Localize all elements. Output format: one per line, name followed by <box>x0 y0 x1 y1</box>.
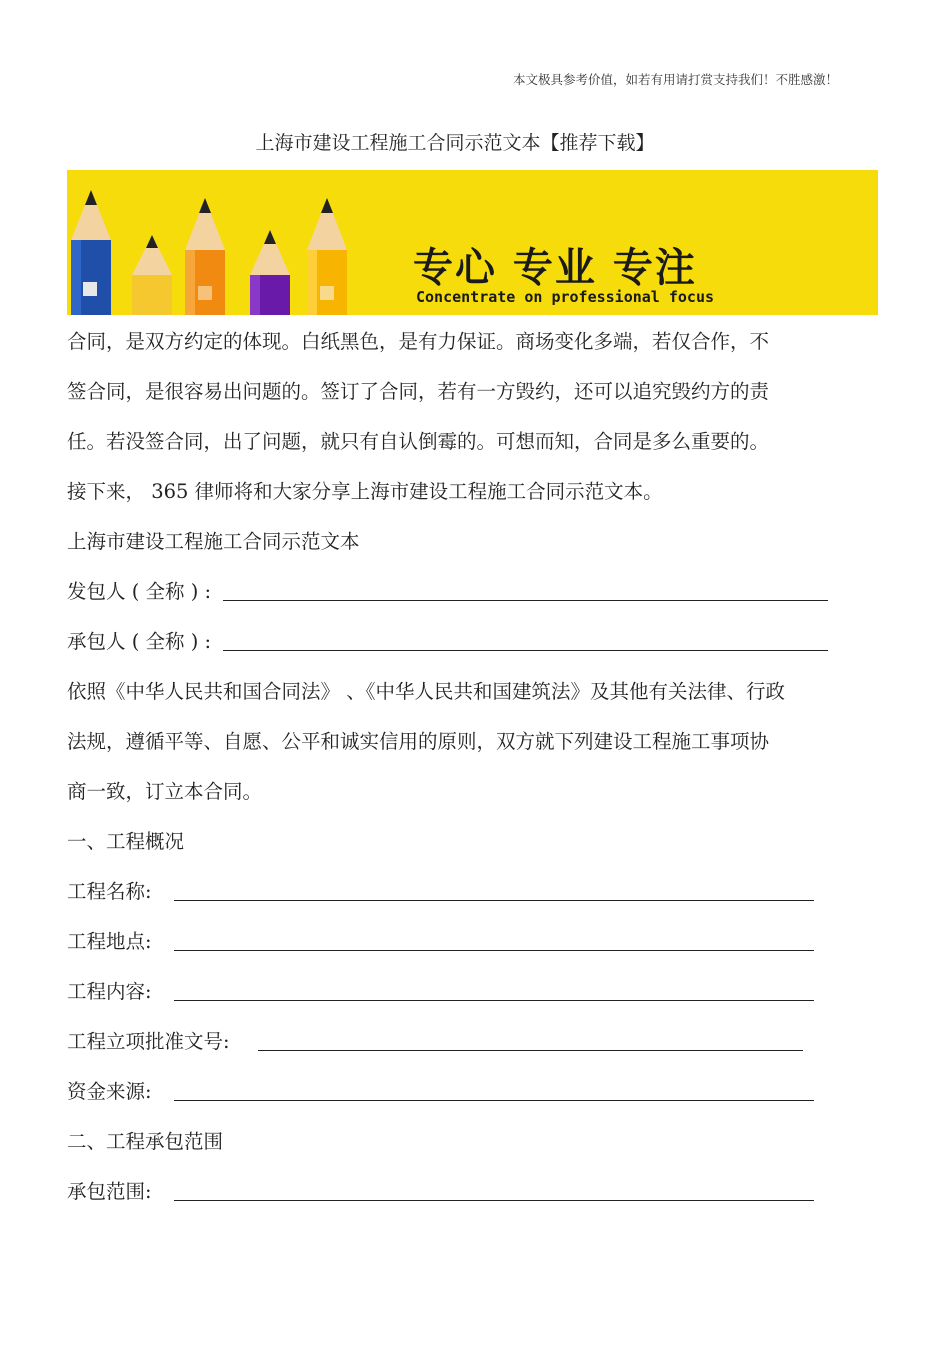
project-content-blank[interactable] <box>174 970 814 1001</box>
project-name-label: 工程名称: <box>67 880 152 903</box>
paragraph-line: 依照《中华人民共和国合同法》 、《中华人民共和国建筑法》及其他有关法律、行政 <box>67 680 785 703</box>
project-location-field <box>67 920 847 970</box>
funding-source-label: 资金来源: <box>67 1080 152 1103</box>
contract-scope-label: 承包范围: <box>67 1180 152 1203</box>
project-location-label: 工程地点: <box>67 930 152 953</box>
section-heading-overview: 一、工程概况 <box>67 830 185 853</box>
party-a-label: 发包人 ( 全称 ) : <box>67 580 212 603</box>
party-a-blank[interactable] <box>223 570 828 601</box>
pencil-yellow-icon <box>307 198 347 315</box>
project-name-field <box>67 870 847 920</box>
approval-number-field <box>67 1020 847 1070</box>
header-note: 本文极具参考价值，如若有用请打赏支持我们！不胜感激！ <box>512 72 838 87</box>
party-b-field <box>67 620 847 670</box>
paragraph-line: 法规，遵循平等、自愿、公平和诚实信用的原则，双方就下列建设工程施工事项协 <box>67 730 770 753</box>
document-title: 上海市建设工程施工合同示范文本【推荐下载】 <box>255 132 655 154</box>
banner-slogan: 专心 专业 专注 <box>413 245 697 291</box>
pencil-lightyellow-icon <box>132 235 172 315</box>
section-heading-scope: 二、工程承包范围 <box>67 1130 224 1153</box>
project-content-field <box>67 970 847 1020</box>
banner <box>67 170 878 315</box>
funding-source-field <box>67 1070 847 1120</box>
pencil-purple-icon <box>250 230 290 315</box>
project-name-blank[interactable] <box>174 870 814 901</box>
approval-number-blank[interactable] <box>258 1020 803 1051</box>
party-a-field <box>67 570 847 620</box>
pencil-blue-icon <box>71 190 111 315</box>
party-b-blank[interactable] <box>223 620 828 651</box>
funding-source-blank[interactable] <box>174 1070 814 1101</box>
contract-subtitle: 上海市建设工程施工合同示范文本 <box>67 530 360 553</box>
paragraph-line: 接下来， 365 律师将和大家分享上海市建设工程施工合同示范文本。 <box>67 480 663 503</box>
contract-scope-blank[interactable] <box>174 1170 814 1201</box>
project-location-blank[interactable] <box>174 920 814 951</box>
party-b-label: 承包人 ( 全称 ) : <box>67 630 212 653</box>
paragraph-line: 任。若没签合同，出了问题，就只有自认倒霉的。可想而知，合同是多么重要的。 <box>67 430 770 453</box>
project-content-label: 工程内容: <box>67 980 152 1003</box>
pencil-orange-icon <box>185 198 225 315</box>
banner-slogan-english: Concentrate on professional focus <box>416 288 715 306</box>
approval-number-label: 工程立项批准文号: <box>67 1030 230 1053</box>
paragraph-line: 商一致，订立本合同。 <box>67 780 263 803</box>
paragraph-line: 合同，是双方约定的体现。白纸黑色，是有力保证。商场变化多端，若仅合作，不 <box>67 330 770 353</box>
document-body <box>67 320 847 1220</box>
contract-scope-field <box>67 1170 847 1220</box>
paragraph-line: 签合同，是很容易出问题的。签订了合同，若有一方毁约，还可以追究毁约方的责 <box>67 380 770 403</box>
